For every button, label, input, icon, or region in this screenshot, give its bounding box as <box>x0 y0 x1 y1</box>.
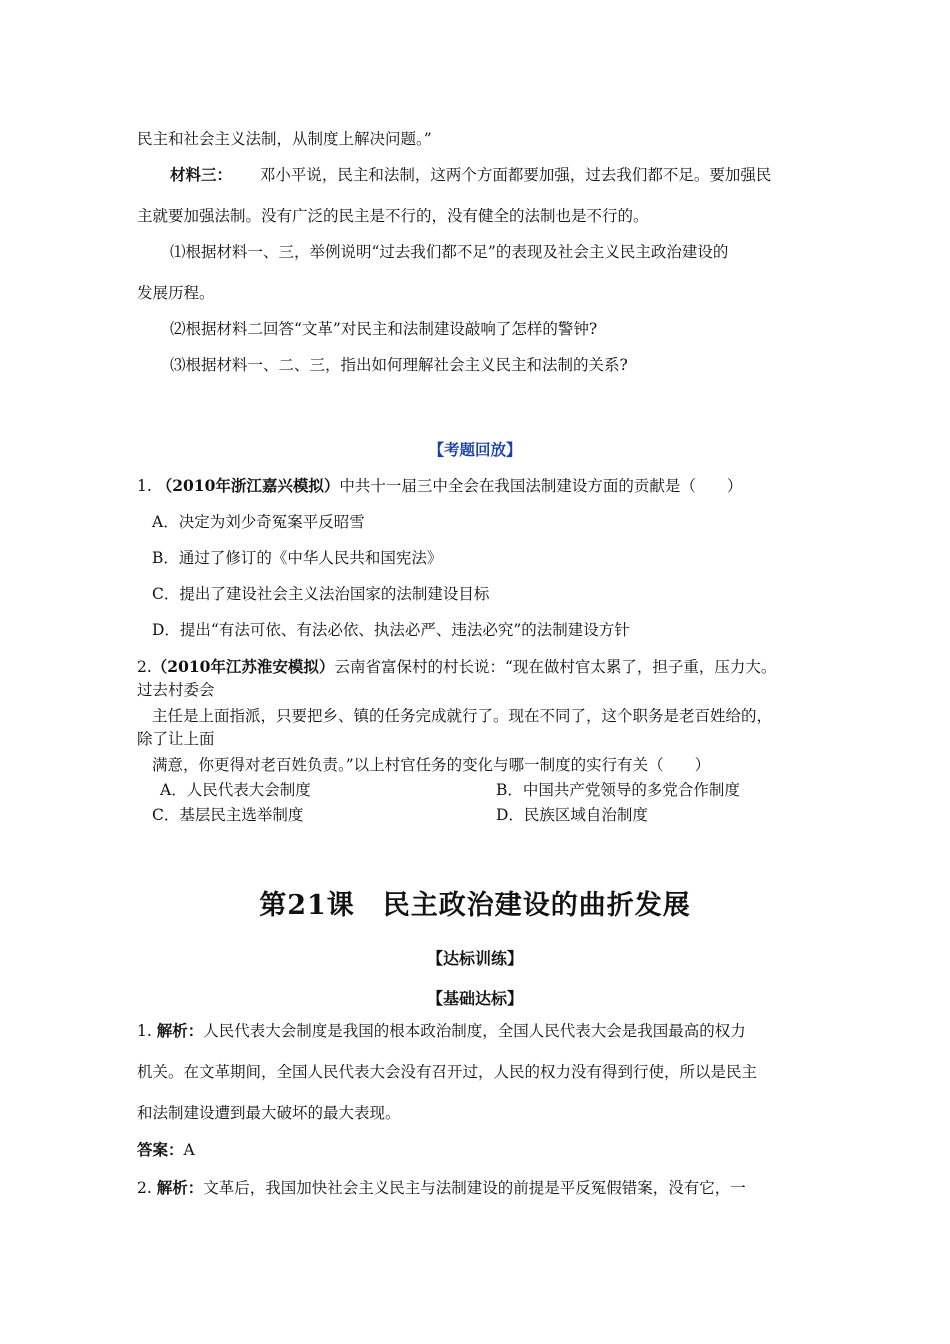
analysis2-text: 文革后，我国加快社会主义民主与法制建设的前提是平反冤假错案，没有它，一 <box>203 1179 746 1197</box>
review-q2-stem-line2: 过去村委会 <box>137 681 215 699</box>
material3-text: 邓小平说，民主和法制，这两个方面都要加强，过去我们都不足。要加强民 <box>259 166 772 184</box>
analysis1-line3: 和法制建设遭到最大破坏的最大表现。 <box>137 1104 401 1122</box>
training-heading: 【达标训练】 <box>426 949 523 968</box>
material3-line2: 主就要加强法制。没有广泛的民主是不行的，没有健全的法制也是不行的。 <box>137 207 649 225</box>
analysis2-label: 解析： <box>156 1178 204 1197</box>
review-q1-option-a: A．决定为刘少奇冤案平反昭雪 <box>152 513 365 531</box>
review-q1-option-d: D．提出“有法可依、有法必依、执法必严、违法必究”的法制建设方针 <box>152 621 630 639</box>
question2: ⑵根据材料二回答“文革”对民主和法制建设敲响了怎样的警钟? <box>170 320 598 338</box>
answer1-value: A <box>183 1141 195 1159</box>
question1-line2: 发展历程。 <box>137 284 215 302</box>
analysis2-number: 2. <box>137 1179 152 1197</box>
review-q2-option-d: D．民族区域自治制度 <box>496 806 648 824</box>
review-q2-text: 云南省富保村的村长说：“现在做村官太累了，担子重，压力大。 <box>334 658 777 676</box>
review-q1-number: 1. <box>137 477 152 495</box>
answer1 <box>137 1140 195 1160</box>
analysis1-label: 解析： <box>156 1021 204 1040</box>
question3: ⑶根据材料一、二、三，指出如何理解社会主义民主和法制的关系? <box>170 356 628 374</box>
analysis1-text: 人民代表大会制度是我国的根本政治制度，全国人民代表大会是我国最高的权力 <box>203 1022 746 1040</box>
review-q2-stem-line5: 满意，你更得对老百姓负责。”以上村官任务的变化与哪一制度的实行有关（ ） <box>152 756 711 774</box>
review-q1-option-b: B．通过了修订的《中华人民共和国宪法》 <box>152 549 443 567</box>
material3-label: 材料三： <box>170 165 233 184</box>
review-q2-option-a: A．人民代表大会制度 <box>160 781 311 799</box>
review-q2-number: 2. <box>137 658 152 676</box>
review-q2-stem-line1 <box>137 657 776 677</box>
review-q1-option-c: C．提出了建设社会主义法治国家的法制建设目标 <box>152 585 490 603</box>
review-q2-option-b: B．中国共产党领导的多党合作制度 <box>496 781 740 799</box>
answer1-label: 答案： <box>137 1140 184 1159</box>
analysis1-line1 <box>137 1021 746 1041</box>
review-q1-source: （2010年浙江嘉兴模拟） <box>156 476 340 495</box>
analysis1-line2: 机关。在文革期间，全国人民代表大会没有召开过，人民的权力没有得到行使，所以是民主 <box>137 1063 758 1081</box>
analysis1-number: 1. <box>137 1022 152 1040</box>
analysis2-line1 <box>137 1178 746 1198</box>
review-q1-text: 中共十一届三中全会在我国法制建设方面的贡献是（ ） <box>339 477 743 495</box>
review-heading: 【考题回放】 <box>428 440 522 459</box>
question1-line1: ⑴根据材料一、三，举例说明“过去我们都不足”的表现及社会主义民主政治建设的 <box>170 243 729 261</box>
review-q1-stem <box>137 476 742 496</box>
review-q2-stem-line3: 主任是上面指派，只要把乡、镇的任务完成就行了。现在不同了，这个职务是老百姓给的， <box>152 707 773 725</box>
material3-line1 <box>170 165 771 185</box>
lesson-title: 第21课 民主政治建设的曲折发展 <box>259 890 691 921</box>
basic-heading: 【基础达标】 <box>426 989 523 1008</box>
review-q2-option-c: C．基层民主选举制度 <box>152 806 304 824</box>
material2-end: 民主和社会主义法制，从制度上解决问题。” <box>137 130 432 148</box>
review-q2-source: （2010年江苏淮安模拟） <box>151 657 335 676</box>
review-q2-stem-line4: 除了让上面 <box>137 730 215 748</box>
